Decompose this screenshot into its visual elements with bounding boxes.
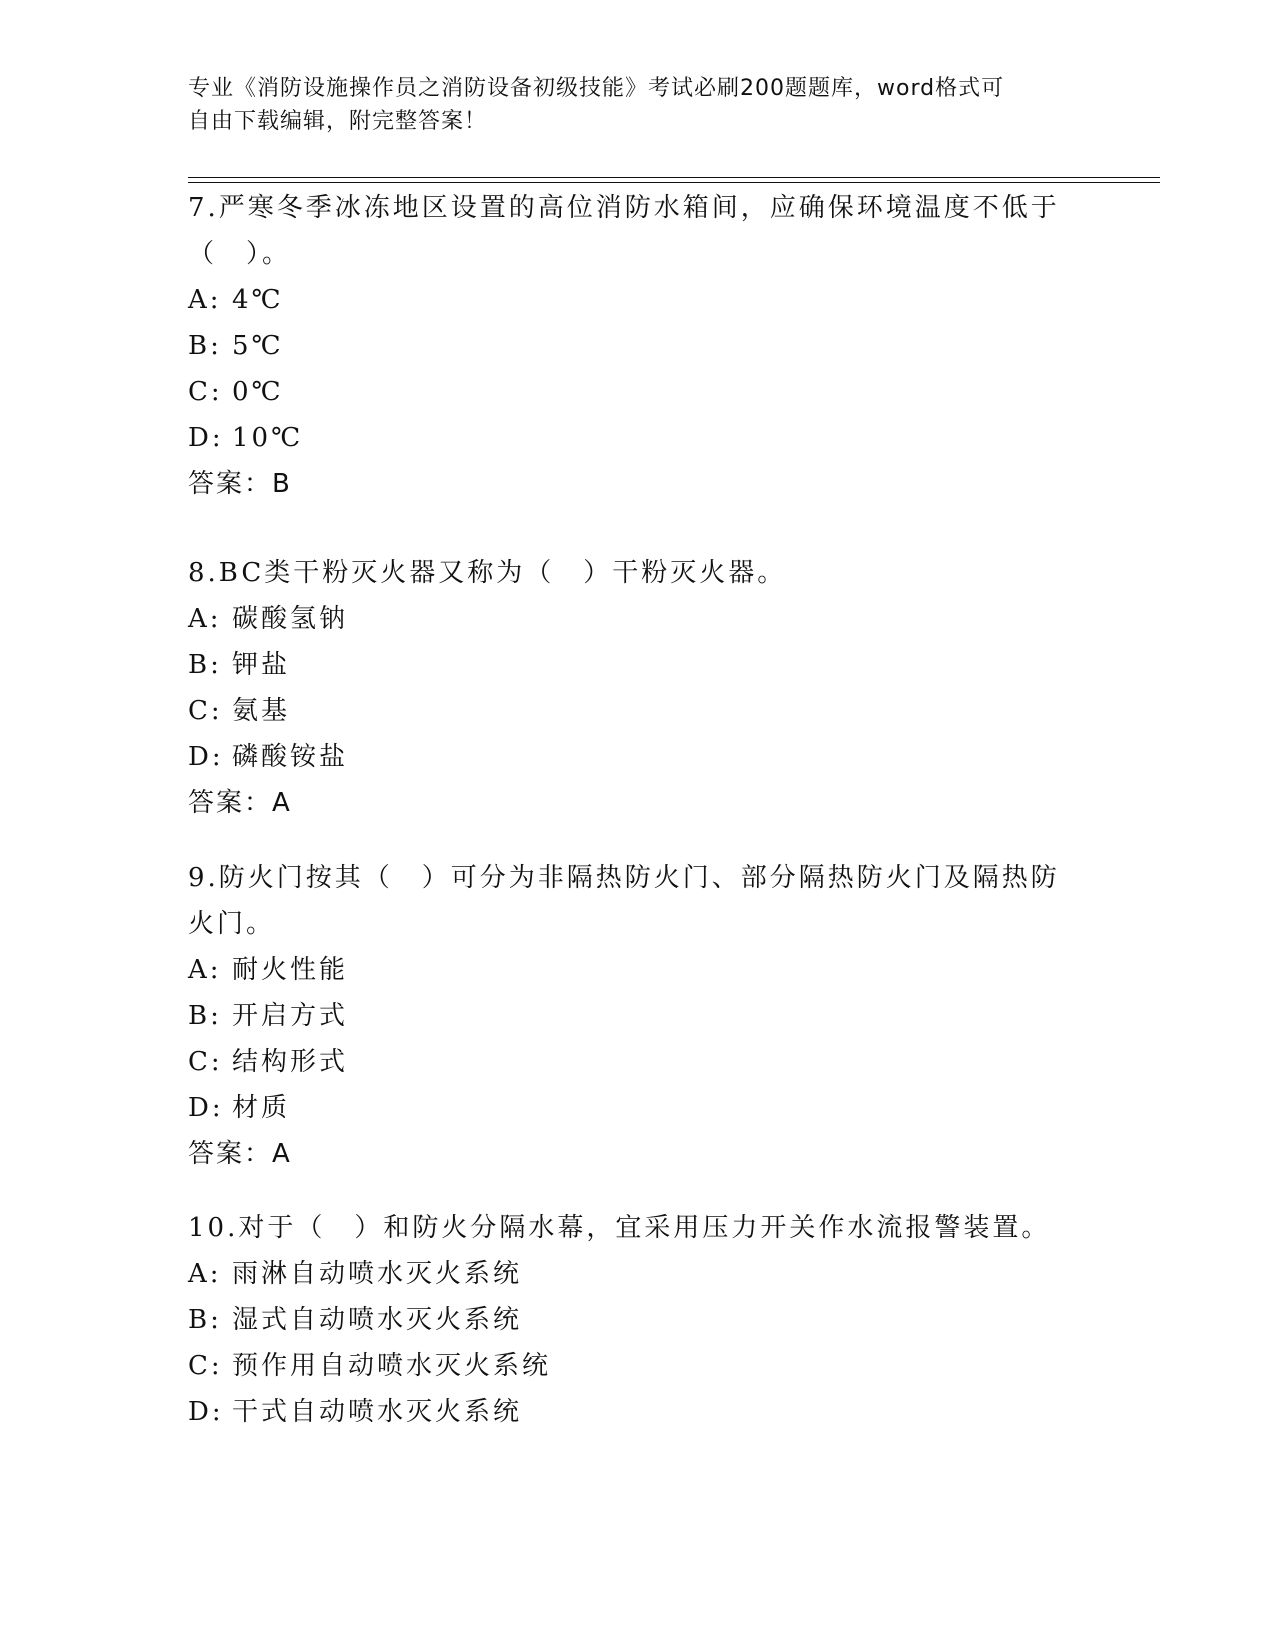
option-b (188, 1297, 1068, 1343)
option-text: 4℃ (232, 285, 284, 315)
question-stem (188, 185, 1068, 277)
option-text: 氨基 (232, 696, 291, 726)
option-text: 0℃ (232, 377, 284, 407)
option-b (188, 323, 1068, 369)
answer-label: 答案：A (188, 788, 292, 818)
option-c (188, 369, 1068, 415)
option-d (188, 734, 1068, 780)
option-d (188, 1085, 1068, 1131)
option-a (188, 277, 1068, 323)
option-text: 结构形式 (232, 1047, 349, 1077)
option-b (188, 993, 1068, 1039)
option-text: 钾盐 (232, 650, 291, 680)
option-text: 5℃ (232, 331, 284, 361)
option-text: 磷酸铵盐 (232, 742, 349, 772)
option-letter: B: (188, 331, 222, 361)
header-divider-top (188, 177, 1160, 178)
option-letter: A: (188, 1259, 222, 1289)
option-letter: C: (188, 1047, 223, 1077)
option-letter: D: (188, 1397, 224, 1427)
option-d (188, 1389, 1068, 1435)
question-stem (188, 550, 1068, 596)
option-text: 预作用自动喷水灭火系统 (232, 1351, 552, 1381)
option-letter: C: (188, 377, 223, 407)
option-letter: A: (188, 955, 222, 985)
option-text: 10℃ (232, 423, 304, 453)
option-letter: D: (188, 423, 224, 453)
question-stem-line: 火门。 (188, 909, 276, 939)
option-text: 雨淋自动喷水灭火系统 (232, 1259, 523, 1289)
option-letter: B: (188, 1305, 222, 1335)
question-9 (188, 855, 1068, 1177)
question-7 (188, 185, 1068, 507)
option-letter: D: (188, 742, 224, 772)
option-c (188, 688, 1068, 734)
answer-label: 答案：A (188, 1139, 292, 1169)
question-10 (188, 1205, 1068, 1435)
page-header (188, 72, 1068, 138)
option-text: 耐火性能 (232, 955, 349, 985)
option-text: 湿式自动喷水灭火系统 (232, 1305, 523, 1335)
question-stem-line: 10.对于（ ）和防火分隔水幕，宜采用压力开关作水流报警装置。 (188, 1213, 1051, 1243)
option-letter: A: (188, 604, 222, 634)
header-line-2: 自由下载编辑，附完整答案！ (188, 109, 488, 134)
option-a (188, 1251, 1068, 1297)
question-stem-line: 7.严寒冬季冰冻地区设置的高位消防水箱间，应确保环境温度不低于 (188, 193, 1060, 223)
question-8 (188, 550, 1068, 826)
question-stem-line: 9.防火门按其（ ）可分为非隔热防火门、部分隔热防火门及隔热防 (188, 863, 1060, 893)
option-letter: C: (188, 1351, 223, 1381)
header-divider-bottom (188, 182, 1160, 183)
option-c (188, 1039, 1068, 1085)
question-stem (188, 855, 1068, 947)
option-text: 碳酸氢钠 (232, 604, 349, 634)
option-letter: C: (188, 696, 223, 726)
option-a (188, 596, 1068, 642)
option-text: 开启方式 (232, 1001, 349, 1031)
header-line-1: 专业《消防设施操作员之消防设备初级技能》考试必刷200题题库，word格式可 (188, 76, 1005, 101)
option-letter: B: (188, 650, 222, 680)
answer-label: 答案：B (188, 469, 292, 499)
option-letter: B: (188, 1001, 222, 1031)
option-letter: A: (188, 285, 222, 315)
option-d (188, 415, 1068, 461)
option-text: 材质 (232, 1093, 291, 1123)
option-a (188, 947, 1068, 993)
question-stem-line: 8.BC类干粉灭火器又称为（ ）干粉灭火器。 (188, 558, 787, 588)
option-c (188, 1343, 1068, 1389)
question-stem (188, 1205, 1068, 1251)
option-letter: D: (188, 1093, 224, 1123)
option-b (188, 642, 1068, 688)
question-stem-line: （ ）。 (188, 239, 292, 269)
option-text: 干式自动喷水灭火系统 (232, 1397, 523, 1427)
